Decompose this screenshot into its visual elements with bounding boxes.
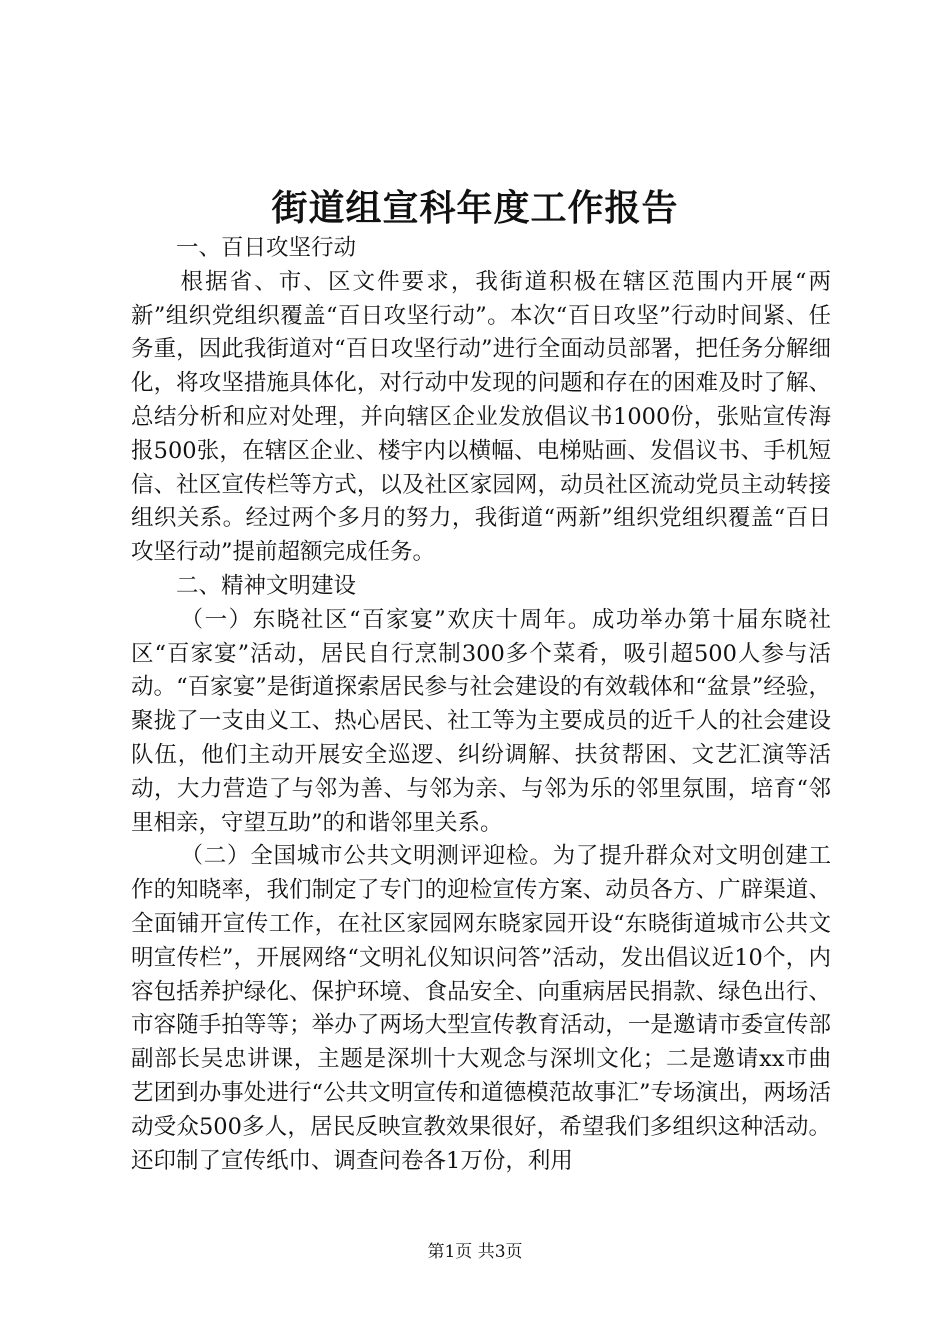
paragraph: （二）全国城市公共文明测评迎检。为了提升群众对文明创建工作的知晓率，我们制定了专门的迎检宣传方案、动员各方、广辟渠道、全面铺开宣传工作，在社区家园网东晓家园开设“东晓街道城市公共文明宣传栏”，开展网络“文明礼仪知识问答”活动，发出倡议近10个，内容包括养护绿化、保护环境、食品安全、向重病居民捐款、绿色出行、市容随手拍等等；举办了两场大型宣传教育活动，一是邀请市委宣传部副部长吴忠讲课，主题是深圳十大观念与深圳文化；二是邀请xx市曲艺团到办事处进行“公共文明宣传和道德模范故事汇”专场演出，两场活动受众500多人，居民反映宣教效果很好，希望我们多组织这种活动。还印制了宣传纸巾、调查问卷各1万份，利用 [131,843,831,1174]
document-title: 街道组宣科年度工作报告 [271,187,679,229]
document-body [131,232,831,1178]
paragraph: 根据省、市、区文件要求，我街道积极在辖区范围内开展“两新”组织党组织覆盖“百日攻坚行动”。本次“百日攻坚”行动时间紧、任务重，因此我街道对“百日攻坚行动”进行全面动员部署，把任务分解细化，将攻坚措施具体化，对行动中发现的问题和存在的困难及时了解、总结分析和应对处理，并向辖区企业发放倡议书1000份，张贴宣传海报500张，在辖区企业、楼宇内以横幅、电梯贴画、发倡议书、手机短信、社区宣传栏等方式，以及社区家园网，动员社区流动党员主动转接组织关系。经过两个多月的努力，我街道“两新”组织党组织覆盖“百日攻坚行动”提前超额完成任务。 [131,268,831,566]
section-heading: 一、百日攻坚行动 [176,235,357,261]
paragraph: （一）东晓社区“百家宴”欢庆十周年。成功举办第十届东晓社区“百家宴”活动，居民自行烹制300多个菜肴，吸引超500人参与活动。“百家宴”是街道探索居民参与社会建设的有效载体和“盆景”经验，聚拢了一支由义工、热心居民、社工等为主要成员的近千人的社会建设队伍，他们主动开展安全巡逻、纠纷调解、扶贫帮困、文艺汇演等活动，大力营造了与邻为善、与邻为亲、与邻为乐的邻里氛围，培育“邻里相亲，守望互助”的和谐邻里关系。 [131,606,831,836]
page-number-footer: 第1页 共3页 [427,1242,523,1262]
section-heading: 二、精神文明建设 [176,572,357,599]
